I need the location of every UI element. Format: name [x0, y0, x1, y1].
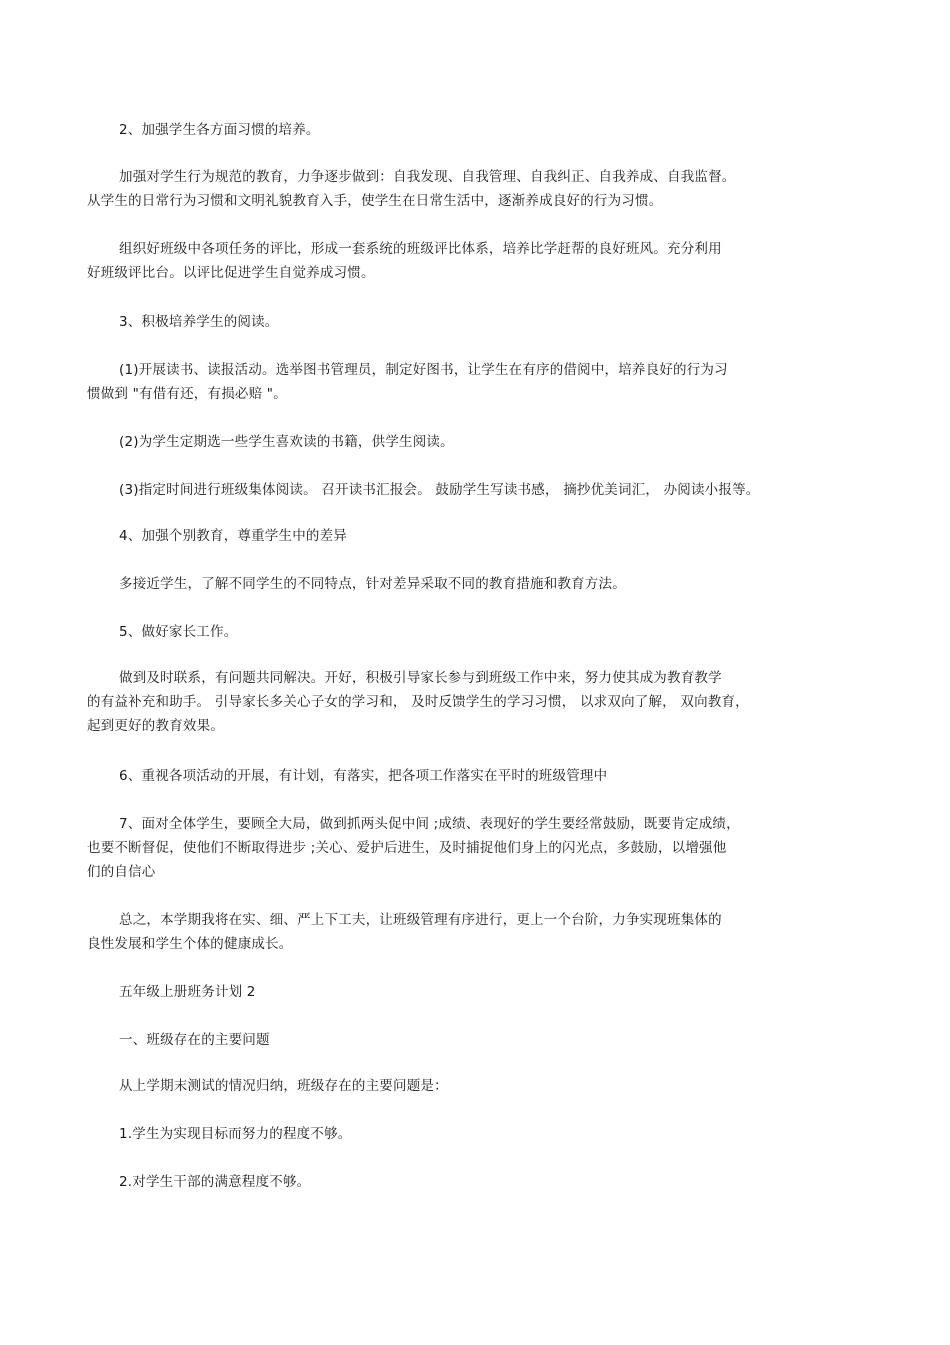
paragraph-line: 多接近学生，了解不同学生的不同特点，针对差异采取不同的教育措施和教育方法。	[119, 576, 626, 592]
section-title: 五年级上册班务计划 2	[119, 984, 256, 1000]
paragraph-line: 加强对学生行为规范的教育，力争逐步做到：自我发现、自我管理、自我纠正、自我养成、自我监督。	[119, 169, 736, 185]
heading-activities: 6、重视各项活动的开展，有计划，有落实，把各项工作落实在平时的班级管理中	[119, 768, 608, 784]
heading-parents: 5、做好家长工作。	[119, 624, 238, 640]
paragraph-line: 从学生的日常行为习惯和文明礼貌教育入手，使学生在日常生活中，逐渐养成良好的行为习惯。	[87, 193, 663, 209]
paragraph-line: 也要不断督促，使他们不断取得进步 ;关心、爱护后进生，及时捕捉他们身上的闪光点，多鼓励，以增强他	[87, 840, 727, 856]
paragraph-line: 良性发展和学生个体的健康成长。	[87, 936, 293, 952]
paragraph-line: 从上学期末测试的情况归纳，班级存在的主要问题是：	[119, 1078, 448, 1094]
paragraph-line: 惯做到 "有借有还，有损必赔 "。	[87, 386, 287, 402]
paragraph-line: (2)为学生定期选一些学生喜欢读的书籍，供学生阅读。	[119, 434, 454, 450]
list-item: 1.学生为实现目标而努力的程度不够。	[119, 1126, 352, 1142]
heading-habits: 2、加强学生各方面习惯的培养。	[119, 122, 320, 138]
list-item: 2.对学生干部的满意程度不够。	[119, 1174, 311, 1190]
paragraph-line: (3)指定时间进行班级集体阅读。 召开读书汇报会。 鼓励学生写读书感， 摘抄优美词汇， 办阅读小报等。	[119, 482, 760, 498]
paragraph-line: 总之，本学期我将在实、细、严上下工夫，让班级管理有序进行，更上一个台阶，力争实现班集体的	[119, 912, 722, 928]
paragraph-line: 的有益补充和助手。 引导家长多关心子女的学习和， 及时反馈学生的学习习惯， 以求双向了解， 双向教育，	[87, 694, 749, 710]
heading-problems: 一、班级存在的主要问题	[119, 1032, 270, 1048]
paragraph-line: 组织好班级中各项任务的评比，形成一套系统的班级评比体系，培养比学赶帮的良好班风。充分利用	[119, 241, 722, 257]
paragraph-line: 们的自信心	[87, 864, 156, 880]
paragraph-line: 7、面对全体学生，要顾全大局，做到抓两头促中间 ;成绩、表现好的学生要经常鼓励，既要肯定成绩，	[119, 816, 740, 832]
paragraph-line: 好班级评比台。以评比促进学生自觉养成习惯。	[87, 265, 375, 281]
paragraph-line: 做到及时联系，有问题共同解决。开好，积极引导家长参与到班级工作中来，努力使其成为教育教学	[119, 670, 722, 686]
paragraph-line: (1)开展读书、读报活动。选举图书管理员，制定好图书，让学生在有序的借阅中，培养良好的行为习	[119, 362, 728, 378]
heading-individual: 4、加强个别教育，尊重学生中的差异	[119, 528, 347, 544]
heading-reading: 3、积极培养学生的阅读。	[119, 314, 279, 330]
paragraph-line: 起到更好的教育效果。	[87, 718, 224, 734]
